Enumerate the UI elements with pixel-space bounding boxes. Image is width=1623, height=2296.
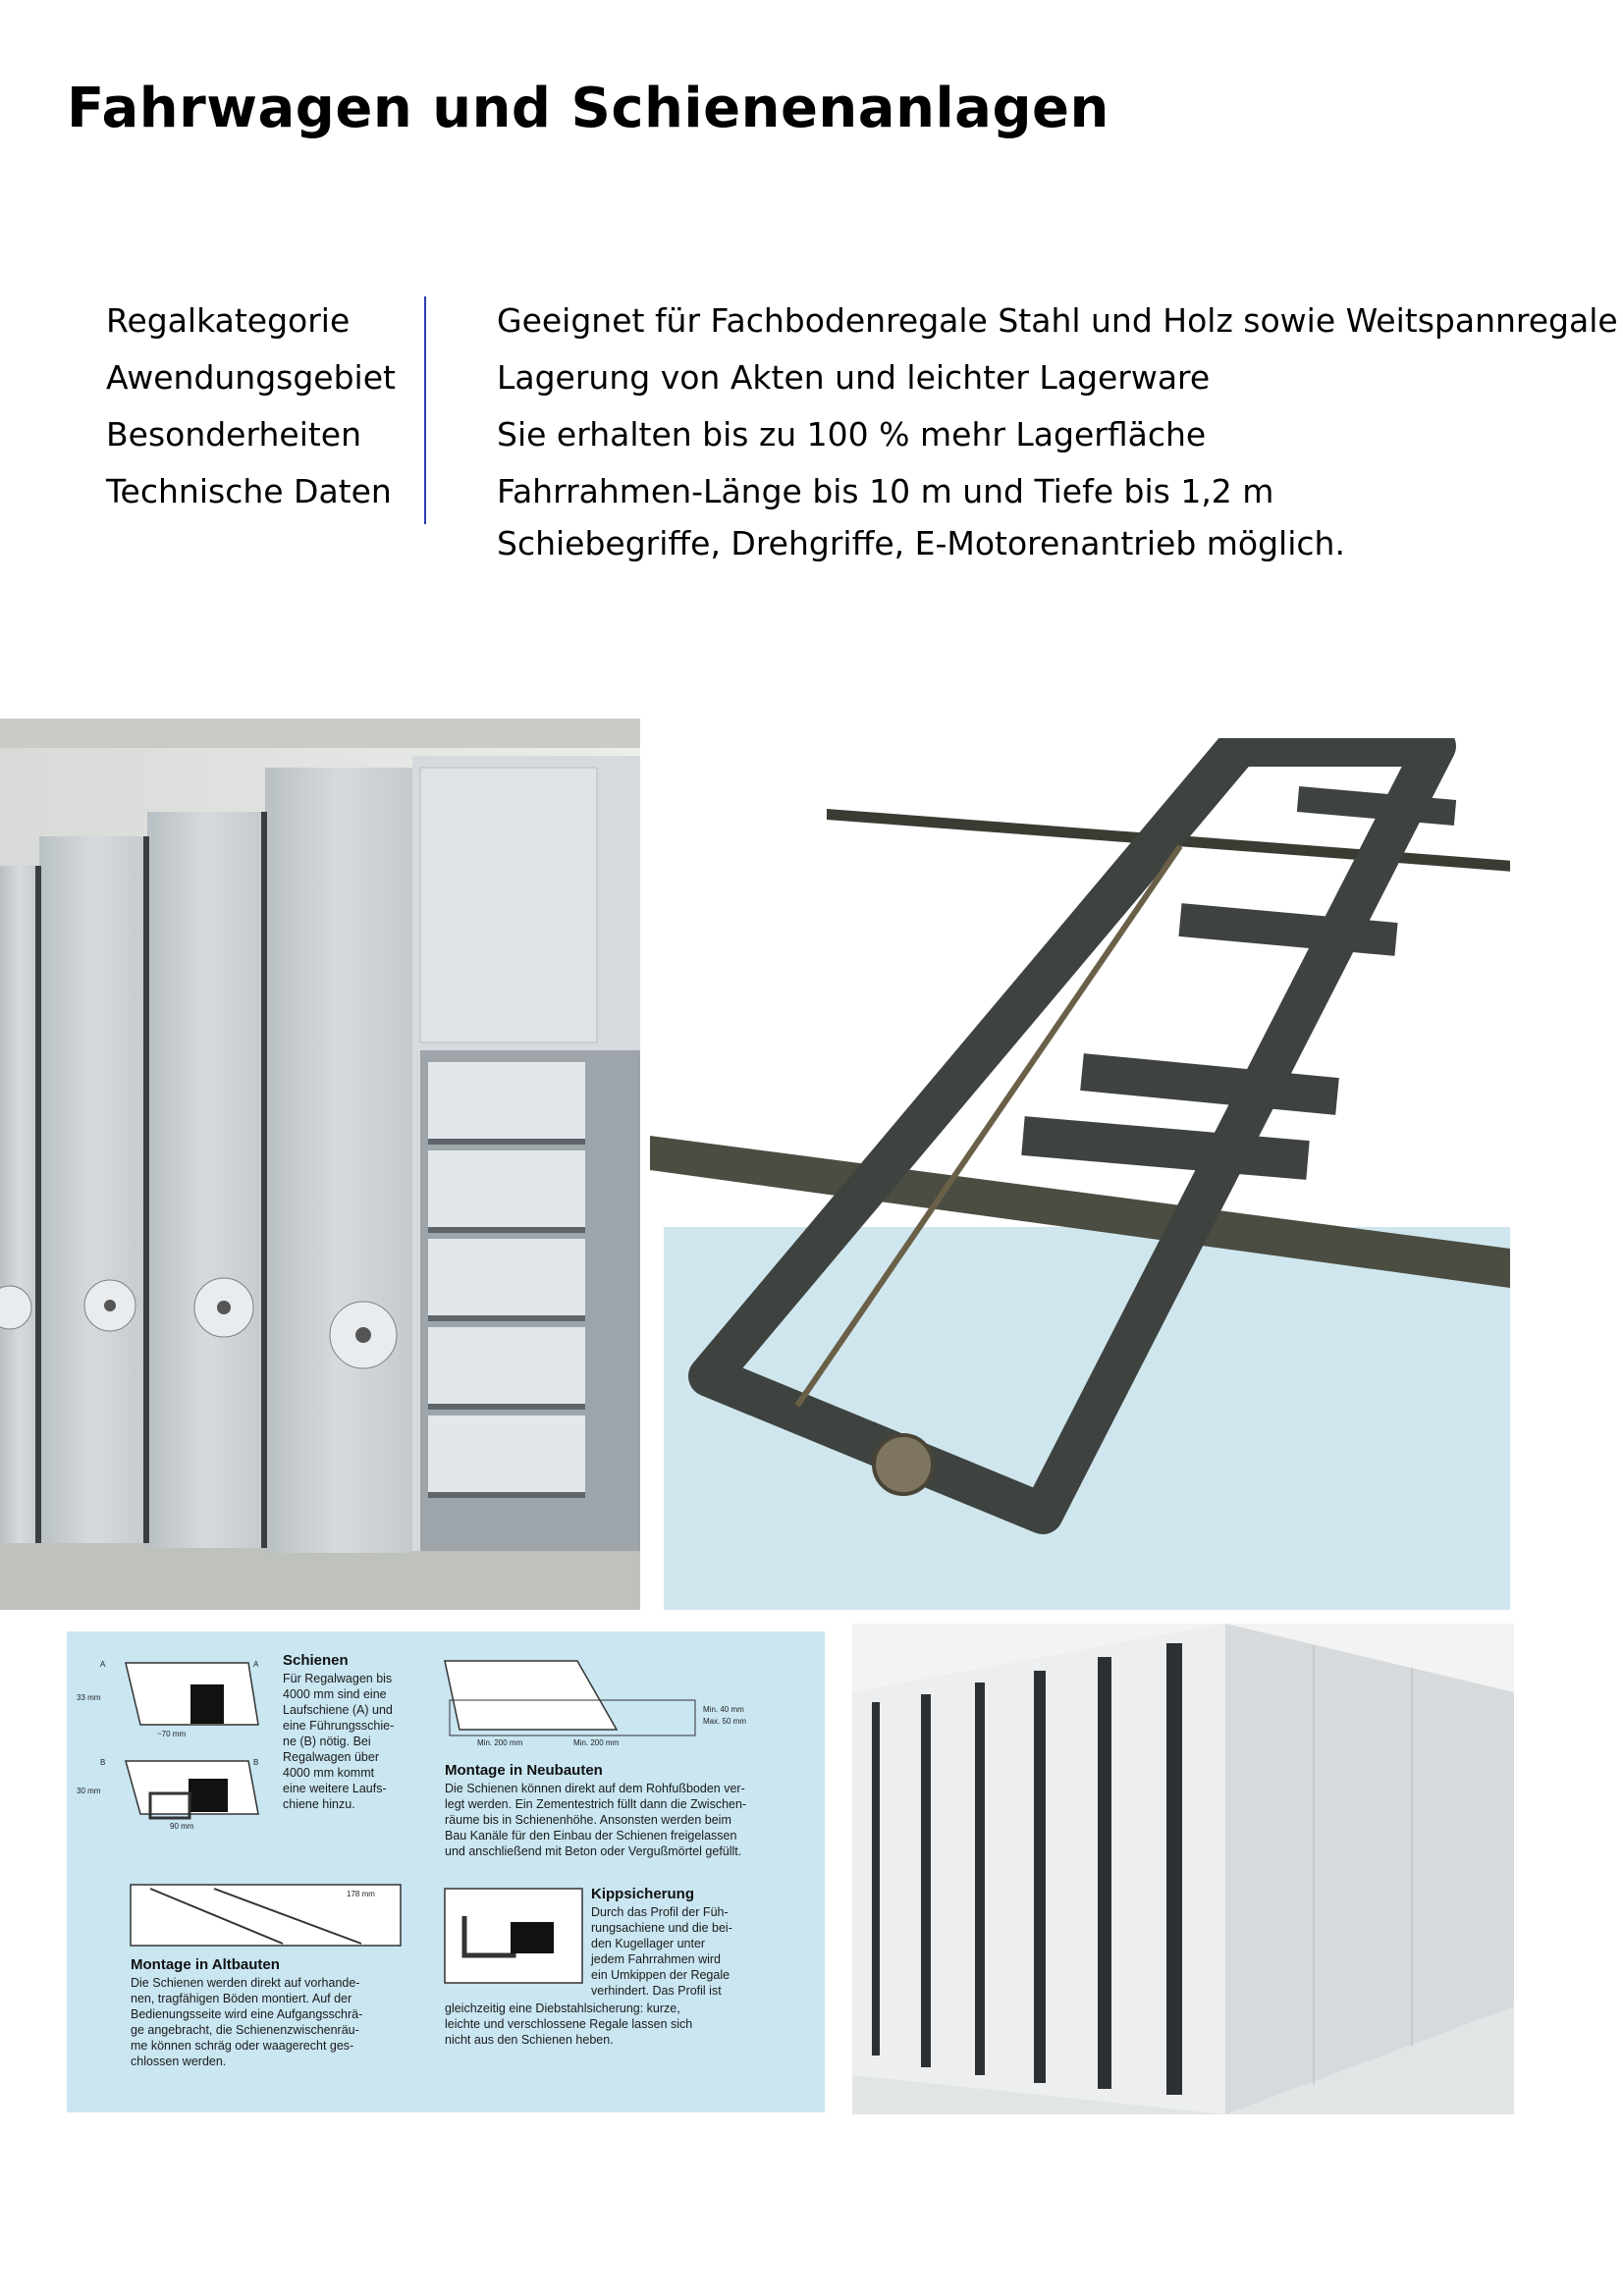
altbauten-drawing [131,1885,401,1946]
kippsicherung-line: rungsachiene und die bei- [591,1921,732,1935]
label-b: B [100,1758,106,1767]
schienen-line: Regalwagen über [283,1750,379,1764]
neubauten-text [445,1782,746,1858]
dim-min200b: Min. 200 mm [573,1738,620,1747]
kippsicherung-title: Kippsicherung [591,1886,695,1902]
kippsicherung-drawing [445,1889,582,1983]
kippsicherung-line: jedem Fahrrahmen wird [591,1952,721,1966]
dim-min40: Min. 40 mm [703,1705,744,1714]
spec-label-technische-daten: Technische Daten [106,472,392,510]
neubauten-line: räume bis in Schienenhöhe. Ansonsten werden beim [445,1813,731,1827]
dim-30mm: 30 mm [77,1787,101,1795]
schienen-line: Laufschiene (A) und [283,1703,393,1717]
dim-70mm: ~70 mm [157,1730,187,1738]
spec-value-technische-daten: Fahrrahmen-Länge bis 10 m und Tiefe bis 1,2 m [497,472,1274,510]
page-title: Fahrwagen und Schienenanlagen [67,77,1109,140]
neubauten-title: Montage in Neubauten [445,1762,603,1779]
altbauten-line: ge angebracht, die Schienenzwischenräu- [131,2023,359,2037]
neubauten-line: Bau Kanäle für den Einbau der Schienen freigelassen [445,1829,737,1842]
altbauten-line: me können schräg oder waagerecht ges- [131,2039,354,2053]
dim-max50: Max. 50 mm [703,1717,747,1726]
spec-value-regalkategorie: Geeignet für Fachbodenregale Stahl und Holz sowie Weitspannregale [497,301,1618,340]
schienen-line: 4000 mm kommt [283,1766,375,1780]
schienen-title: Schienen [283,1652,349,1669]
altbauten-title: Montage in Altbauten [131,1956,280,1973]
schienen-line: 4000 mm sind eine [283,1687,387,1701]
spec-value-extra: Schiebegriffe, Drehgriffe, E-Motorenantrieb möglich. [497,524,1345,562]
photo-mobile-shelving [0,719,640,1610]
neubauten-line: Die Schienen können direkt auf dem Rohfußboden ver- [445,1782,745,1795]
schienen-line: eine weitere Laufs- [283,1782,387,1795]
altbauten-line: Die Schienen werden direkt auf vorhande- [131,1976,360,1990]
neubauten-line: legt werden. Ein Zementestrich füllt dann die Zwischen- [445,1797,747,1811]
label-b-right: B [253,1758,259,1767]
spec-label-anwendungsgebiet: Awendungsgebiet [106,358,396,397]
dim-178mm: 178 mm [347,1890,375,1898]
kippsicherung-line: den Kugellager unter [591,1937,706,1950]
dim-min200a: Min. 200 mm [477,1738,523,1747]
schienen-line: chiene hinzu. [283,1797,355,1811]
kippsicherung-line: ein Umkippen der Regale [591,1968,730,1982]
spec-labels [106,293,401,520]
photo-rail-frame [650,738,1510,1610]
schienen-line: ne (B) nötig. Bei [283,1735,371,1748]
schienen-line: eine Führungsschie- [283,1719,395,1733]
schienen-line: Für Regalwagen bis [283,1672,393,1685]
kippsicherung-line: gleichzeitig eine Diebstahlsicherung: kurze, [445,2002,680,2015]
photo-shelving-rear [852,1624,1514,2114]
rail-installation-diagram [67,1631,825,2112]
spec-divider [424,296,426,524]
kippsicherung-line: verhindert. Das Profil ist [591,1984,722,1998]
altbauten-line: Bedienungsseite wird eine Aufgangsschrä- [131,2007,363,2021]
label-a-right: A [253,1660,259,1669]
kippsicherung-line: Durch das Profil der Füh- [591,1905,729,1919]
spec-value-anwendungsgebiet: Lagerung von Akten und leichter Lagerware [497,358,1211,397]
kippsicherung-line: leichte und verschlossene Regale lassen sich [445,2017,693,2031]
spec-value-besonderheiten: Sie erhalten bis zu 100 % mehr Lagerfläche [497,415,1207,454]
kippsicherung-line: nicht aus den Schienen heben. [445,2033,614,2047]
neubauten-line: und anschließend mit Beton oder Vergußmörtel gefüllt. [445,1844,742,1858]
spec-label-regalkategorie: Regalkategorie [106,301,351,340]
spec-label-besonderheiten: Besonderheiten [106,415,362,454]
spec-values [497,293,1618,567]
label-a: A [100,1660,106,1669]
altbauten-line: chlossen werden. [131,2055,227,2068]
dim-33mm: 33 mm [77,1693,101,1702]
altbauten-line: nen, tragfähigen Böden montiert. Auf der [131,1992,352,2005]
dim-90mm: 90 mm [170,1822,194,1831]
